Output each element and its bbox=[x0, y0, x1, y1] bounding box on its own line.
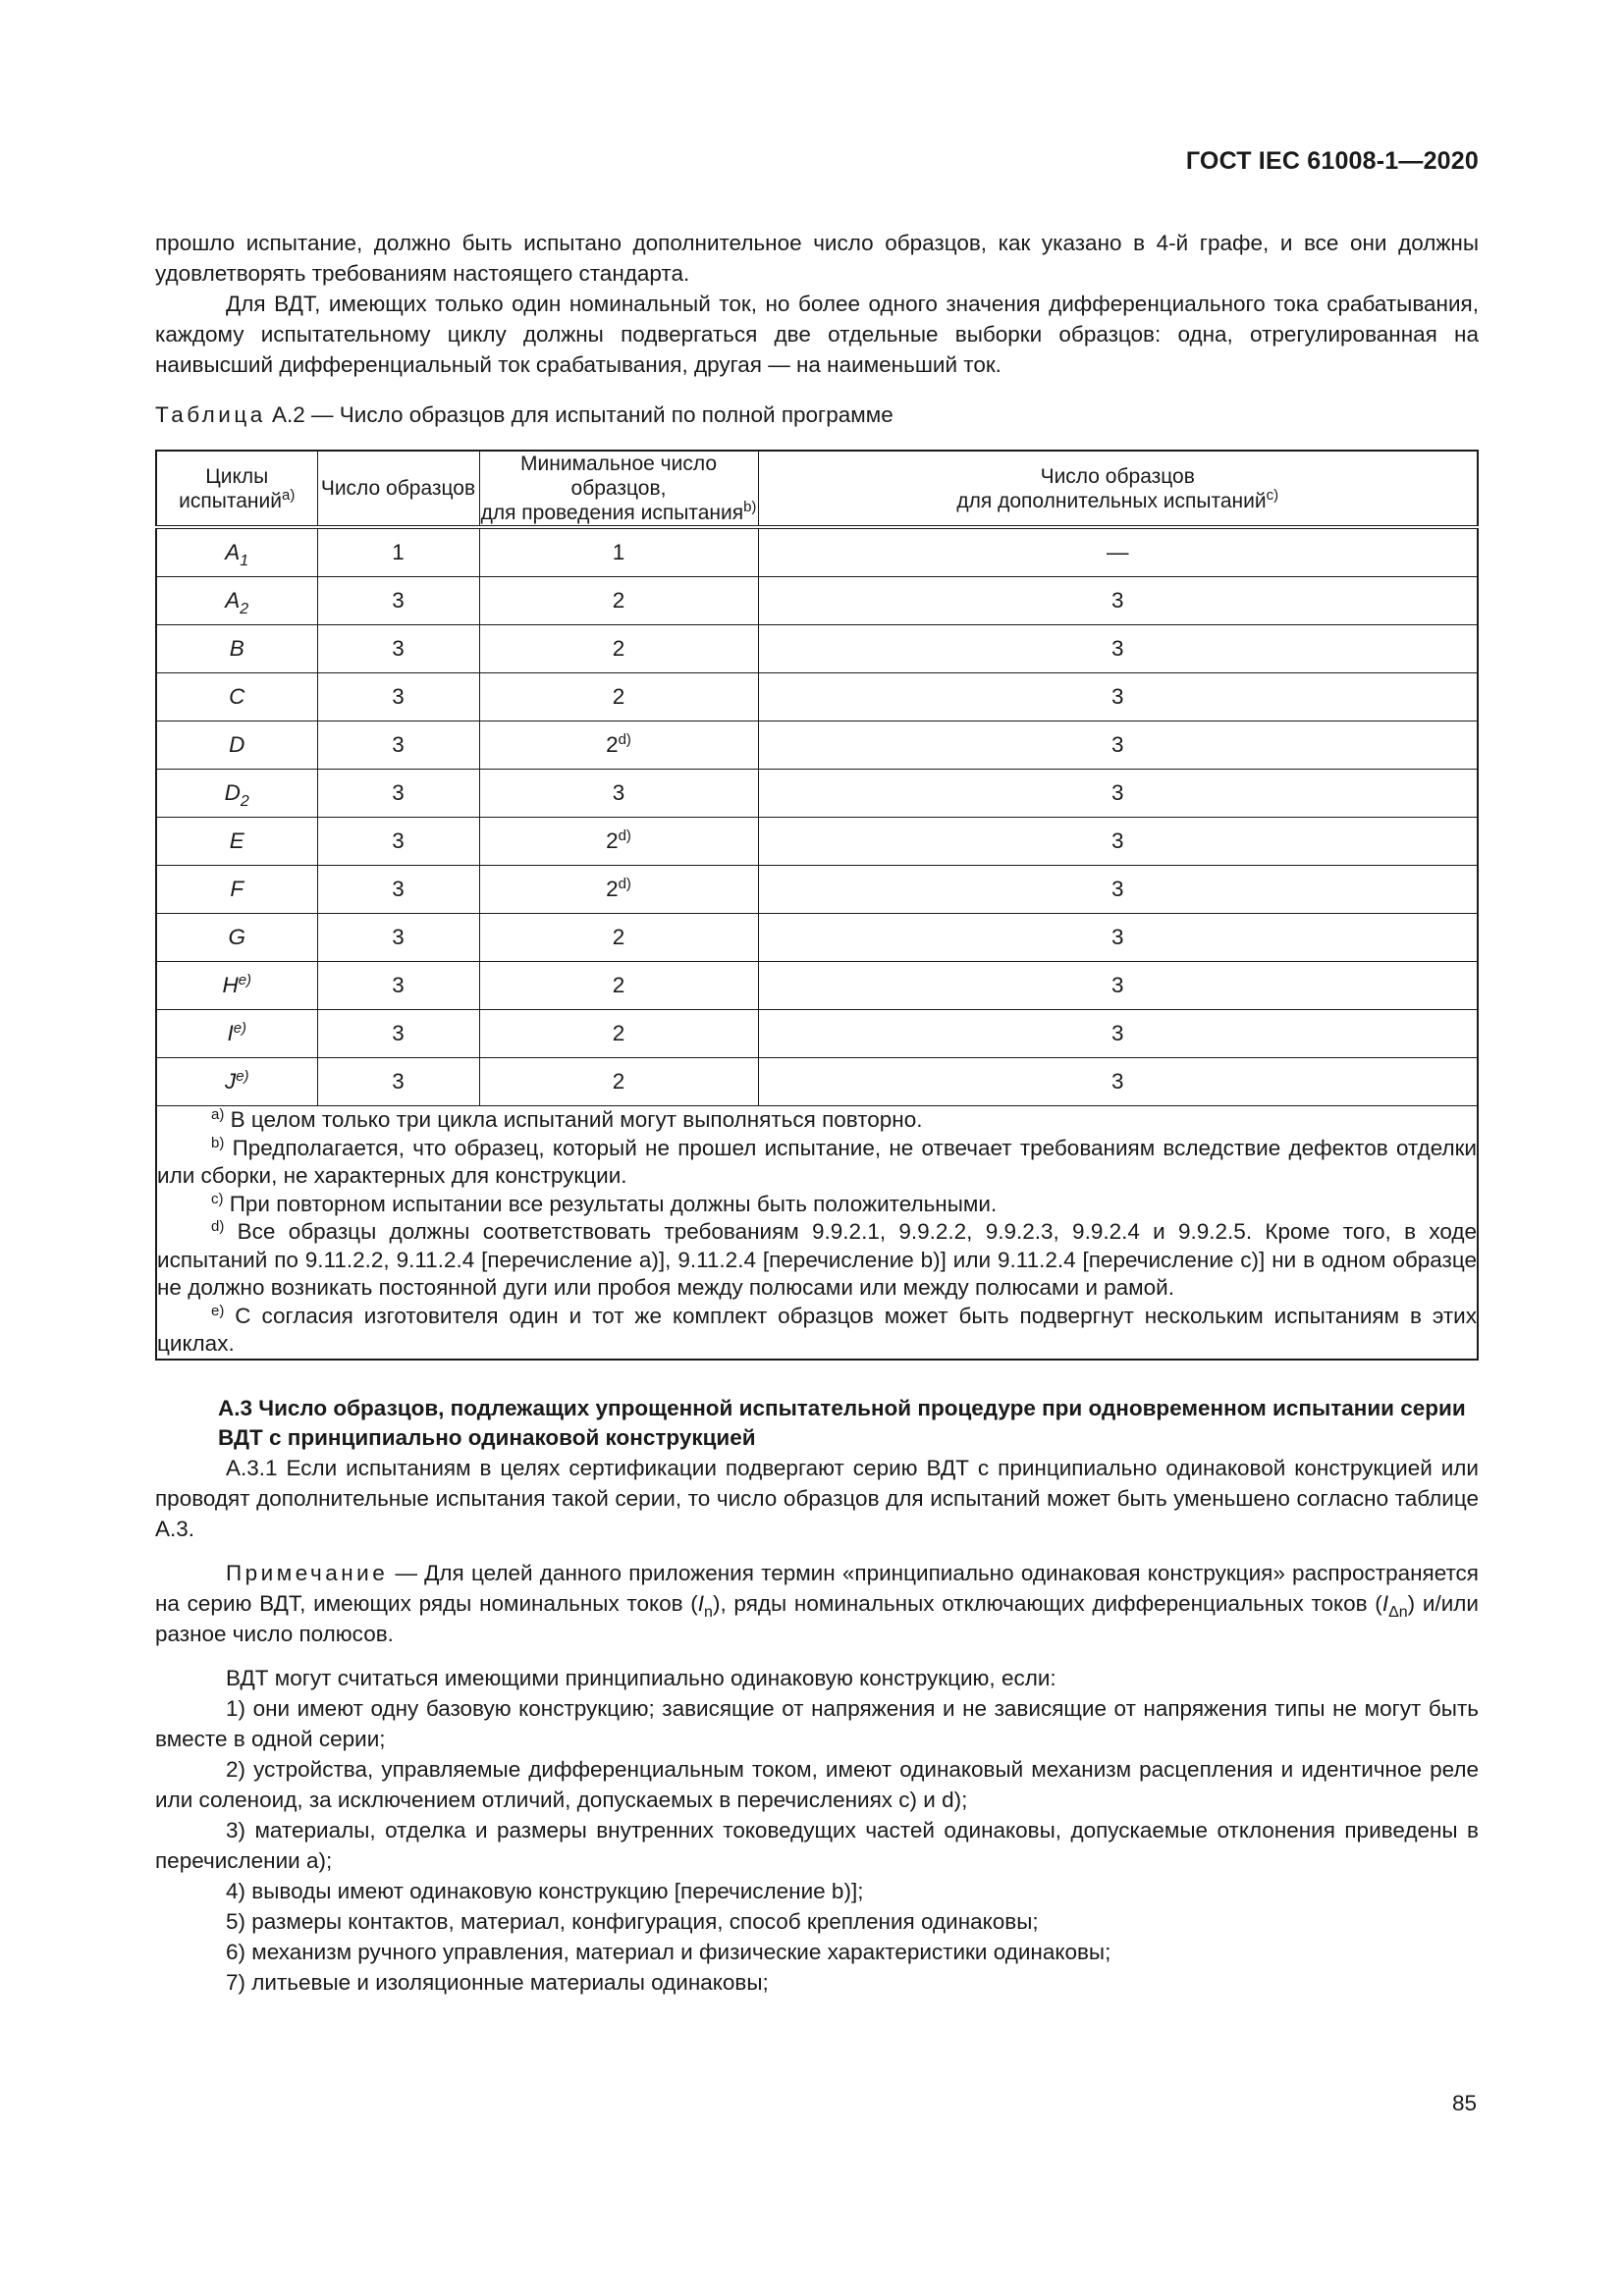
cycle-cell bbox=[156, 866, 317, 914]
samples-cell: 3 bbox=[317, 818, 479, 866]
samples-cell: 3 bbox=[317, 962, 479, 1010]
cycle-letter: A bbox=[225, 540, 241, 564]
samples-cell: 3 bbox=[317, 721, 479, 770]
page-number: 85 bbox=[1451, 2091, 1477, 2115]
min-samples-cell bbox=[479, 770, 758, 818]
table-row bbox=[156, 721, 1478, 770]
min-samples-value: 2 bbox=[612, 636, 625, 661]
cycle-letter: J bbox=[224, 1069, 237, 1094]
page-content bbox=[155, 228, 1479, 1998]
samples-cell: 1 bbox=[317, 527, 479, 577]
samples-cell: 3 bbox=[317, 577, 479, 625]
table-row bbox=[156, 770, 1478, 818]
cycle-letter: F bbox=[230, 877, 244, 901]
section-a3-note: Примечание — Для целей данного приложения термин «принципиально одинаковая конструкция» распространяется на серию ВДТ, имеющих ряды номинальных токов $(I_n)$, ряды номинальных отключающих дифференциальных токов $(I_{\Delta n})$ и/или разное число полюсов. bbox=[155, 1560, 1479, 1646]
condition-item: 2) устройства, управляемые дифференциальным током, имеют одинаковый механизм расцепления и идентичное реле или соленоид, за исключением отличий, допускаемых в перечислениях с) и d); bbox=[155, 1756, 1479, 1812]
conditions-list bbox=[155, 1693, 1479, 1998]
table-row bbox=[156, 818, 1478, 866]
section-a3-heading: А.3 Число образцов, подлежащих упрощенной испытательной процедуре при одновременном испытании серии ВДТ с принципиально одинаковой конструкцией bbox=[218, 1395, 1466, 1450]
samples-cell: 3 bbox=[317, 1010, 479, 1058]
section-a3-paragraph-1: А.3.1 Если испытаниям в целях сертификации подвергают серию ВДТ с принципиально одинаковой конструкцией или проводят дополнительные испытания такой серии, то число образцов для испытаний может быть уменьшено согласно таблице А.3. bbox=[155, 1455, 1479, 1541]
condition-item: 3) материалы, отделка и размеры внутренних токоведущих частей одинаковы, допускаемые отклонения приведены в перечислении а); bbox=[155, 1817, 1479, 1873]
cycle-footnote-mark: e) bbox=[238, 972, 252, 988]
cycle-subscript: 1 bbox=[240, 553, 249, 569]
cycle-cell bbox=[156, 818, 317, 866]
samples-cell: 3 bbox=[317, 770, 479, 818]
cycle-cell bbox=[156, 577, 317, 625]
table-row bbox=[156, 625, 1478, 673]
condition-item: 6) механизм ручного управления, материал и физические характеристики одинаковы; bbox=[226, 1939, 1111, 1964]
cycle-cell bbox=[156, 625, 317, 673]
cycle-cell bbox=[156, 914, 317, 962]
cycle-cell bbox=[156, 1058, 317, 1106]
min-samples-value: 2 bbox=[612, 588, 625, 613]
min-samples-cell bbox=[479, 962, 758, 1010]
condition-item: 7) литьевые и изоляционные материалы одинаковы; bbox=[226, 1969, 769, 1995]
cycle-footnote-mark: e) bbox=[236, 1068, 249, 1085]
header-min-samples: Минимальное число образцов, для проведения испытания$^{b)}$ bbox=[479, 451, 758, 527]
min-samples-value: 2 bbox=[606, 828, 619, 853]
condition-item: 1) они имеют одну базовую конструкцию; зависящие от напряжения и не зависящие от напряжения типы не могут быть вместе в одной серии; bbox=[155, 1695, 1479, 1751]
cycle-letter: G bbox=[228, 925, 245, 949]
extra-samples-cell: 3 bbox=[758, 770, 1478, 818]
table-row bbox=[156, 866, 1478, 914]
table-row bbox=[156, 914, 1478, 962]
samples-table bbox=[155, 450, 1479, 1361]
min-samples-value: 2 bbox=[612, 925, 625, 949]
cycle-letter: B bbox=[229, 636, 244, 661]
min-samples-cell bbox=[479, 577, 758, 625]
cycle-letter: C bbox=[229, 684, 245, 709]
min-samples-cell bbox=[479, 1058, 758, 1106]
extra-samples-cell: 3 bbox=[758, 914, 1478, 962]
table-caption bbox=[155, 400, 1479, 430]
min-samples-cell bbox=[479, 625, 758, 673]
min-samples-cell bbox=[479, 527, 758, 577]
table-footnotes bbox=[156, 1106, 1478, 1360]
standard-code: ГОСТ IEC 61008-1—2020 bbox=[1185, 147, 1479, 175]
footnote-b: $^{b)}$ Предполагается, что образец, который не прошел испытание, не отвечает требованиям вследствие дефектов отделки или сборки, не характерных для конструкции. bbox=[157, 1134, 1477, 1188]
cycle-subscript: 2 bbox=[240, 793, 249, 810]
min-samples-value: 3 bbox=[612, 780, 625, 805]
header-sample-count: Число образцов bbox=[317, 451, 479, 527]
extra-samples-cell: 3 bbox=[758, 673, 1478, 721]
footnote-a: $^{a)}$ В целом только три цикла испытаний могут выполняться повторно. bbox=[211, 1106, 923, 1132]
extra-samples-cell: 3 bbox=[758, 962, 1478, 1010]
cycle-letter: A bbox=[225, 588, 241, 613]
cycle-cell bbox=[156, 770, 317, 818]
table-caption-label: Таблица bbox=[155, 402, 266, 427]
table-row bbox=[156, 527, 1478, 577]
table-row bbox=[156, 577, 1478, 625]
table-row bbox=[156, 673, 1478, 721]
section-a3-paragraph-2: ВДТ могут считаться имеющими принципиально одинаковую конструкцию, если: bbox=[226, 1665, 1056, 1690]
extra-samples-cell: 3 bbox=[758, 866, 1478, 914]
header-extra-samples: Число образцов для дополнительных испытаний$^{c)}$ bbox=[758, 451, 1478, 527]
extra-samples-cell: — bbox=[758, 527, 1478, 577]
min-samples-footnote-mark: d) bbox=[618, 828, 631, 844]
min-samples-cell bbox=[479, 866, 758, 914]
samples-cell: 3 bbox=[317, 866, 479, 914]
table-row bbox=[156, 1058, 1478, 1106]
cycle-letter: I bbox=[227, 1021, 234, 1045]
cycle-cell bbox=[156, 673, 317, 721]
table-row bbox=[156, 1010, 1478, 1058]
min-samples-cell bbox=[479, 818, 758, 866]
min-samples-cell bbox=[479, 914, 758, 962]
header-test-cycles: Циклы испытаний$^{a)}$ bbox=[156, 451, 317, 527]
footnote-d: $^{d)}$ Все образцы должны соответствовать требованиям 9.9.2.1, 9.9.2.2, 9.9.2.3, 9.9.2.4 и 9.9.2.5. Кроме того, в ходе испытаний по 9.11.2.2, 9.11.2.4 [перечисление а)], 9.11.2.4 [перечисление b)] или 9.11.2.4 [перечисление с)] ни в одном образце не должно возникать постоянной дуги или пробоя между полюсами или между полюсами и рамой. bbox=[157, 1218, 1477, 1300]
min-samples-value: 2 bbox=[612, 1021, 625, 1045]
min-samples-cell bbox=[479, 673, 758, 721]
intro-paragraph-1: прошло испытание, должно быть испытано дополнительное число образцов, как указано в 4-й графе, и все они должны удовлетворять требованиям настоящего стандарта. bbox=[155, 231, 1479, 286]
cycle-subscript: 2 bbox=[240, 601, 249, 617]
min-samples-value: 1 bbox=[612, 540, 625, 564]
extra-samples-cell: 3 bbox=[758, 721, 1478, 770]
footnote-e: $^{e)}$ С согласия изготовителя один и тот же комплект образцов может быть подвергнут нескольким испытаниям в этих циклах. bbox=[157, 1302, 1477, 1356]
samples-cell: 3 bbox=[317, 625, 479, 673]
extra-samples-cell: 3 bbox=[758, 818, 1478, 866]
min-samples-value: 2 bbox=[606, 877, 619, 901]
table-header-row bbox=[156, 451, 1478, 527]
min-samples-footnote-mark: d) bbox=[618, 876, 631, 892]
cycle-cell bbox=[156, 527, 317, 577]
min-samples-cell bbox=[479, 721, 758, 770]
table-row bbox=[156, 962, 1478, 1010]
cycle-letter: E bbox=[229, 828, 244, 853]
table-caption-text: А.2 — Число образцов для испытаний по полной программе bbox=[265, 402, 893, 427]
intro-paragraph-2: Для ВДТ, имеющих только один номинальный ток, но более одного значения дифференциального тока срабатывания, каждому испытательному циклу должны подвергаться две отдельные выборки образцов: одна, отрегулированная на наивысший дифференциальный ток срабатывания, другая — на наименьший ток. bbox=[155, 292, 1479, 377]
extra-samples-cell: 3 bbox=[758, 625, 1478, 673]
min-samples-cell bbox=[479, 1010, 758, 1058]
min-samples-value: 2 bbox=[612, 973, 625, 997]
cycle-letter: H bbox=[222, 973, 239, 997]
min-samples-value: 2 bbox=[612, 684, 625, 709]
cycle-letter: D bbox=[224, 780, 241, 805]
cycle-cell bbox=[156, 962, 317, 1010]
min-samples-footnote-mark: d) bbox=[618, 731, 631, 748]
footnote-c: $^{c)}$ При повторном испытании все результаты должны быть положительными. bbox=[211, 1190, 998, 1216]
cycle-cell bbox=[156, 721, 317, 770]
samples-cell: 3 bbox=[317, 914, 479, 962]
condition-item: 4) выводы имеют одинаковую конструкцию [перечисление b)]; bbox=[226, 1878, 864, 1903]
samples-cell: 3 bbox=[317, 1058, 479, 1106]
samples-cell: 3 bbox=[317, 673, 479, 721]
min-samples-value: 2 bbox=[606, 732, 619, 757]
cycle-footnote-mark: e) bbox=[233, 1020, 247, 1037]
extra-samples-cell: 3 bbox=[758, 1010, 1478, 1058]
extra-samples-cell: 3 bbox=[758, 577, 1478, 625]
condition-item: 5) размеры контактов, материал, конфигурация, способ крепления одинаковы; bbox=[226, 1908, 1039, 1934]
min-samples-value: 2 bbox=[612, 1069, 625, 1094]
cycle-cell bbox=[156, 1010, 317, 1058]
cycle-letter: D bbox=[229, 732, 245, 757]
extra-samples-cell: 3 bbox=[758, 1058, 1478, 1106]
